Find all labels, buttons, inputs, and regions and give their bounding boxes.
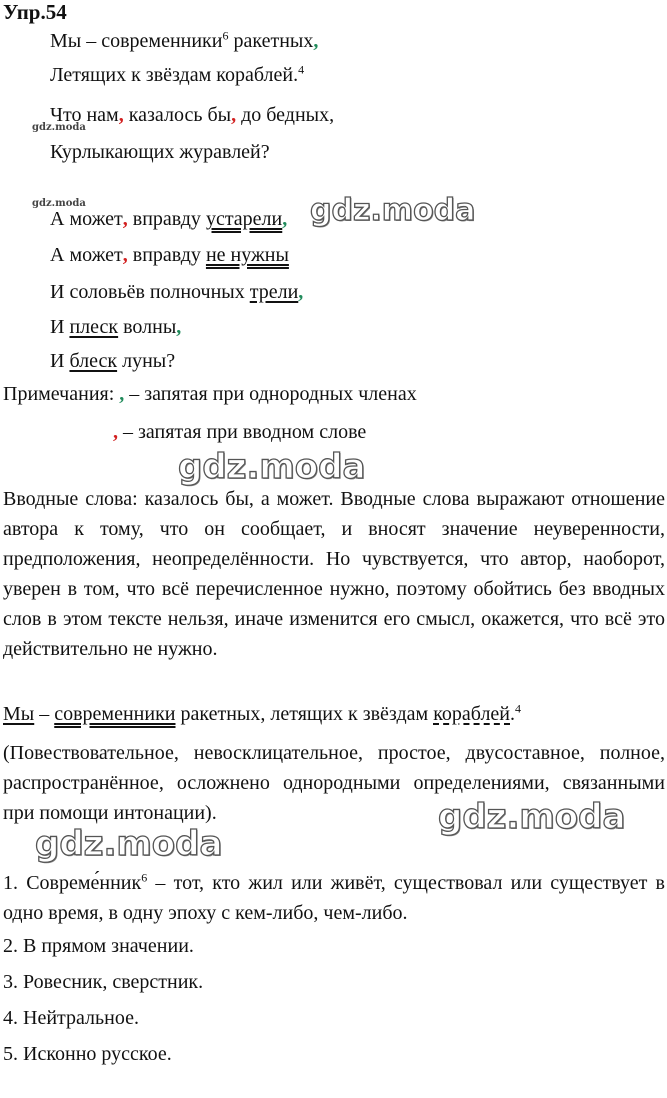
list-item: 4. Нейтральное. — [3, 1007, 139, 1029]
object: кораблей — [433, 703, 511, 725]
poem-line-6: А может, вправду не нужны — [50, 244, 289, 266]
list-item: 3. Ровесник, сверстник. — [3, 971, 204, 993]
parsed-sentence: Мы – современники ракетных, летящих к звёздам кораблей.$^4$ — [3, 701, 522, 725]
poem-line-4: Курлыкающих журавлей? — [50, 141, 270, 163]
poem-line-7: И соловьёв полночных трели, — [50, 281, 304, 303]
poem-line-3: Что нам, казалось бы, до бедных, — [50, 104, 335, 126]
watermark-small: gdz.moda — [32, 122, 86, 133]
predicate: современники — [54, 703, 176, 725]
notes-line-2: , – запятая при вводном слове — [113, 421, 367, 443]
poem-line-5: А может, вправду устарели, — [50, 208, 288, 230]
watermark: gdz.moda — [35, 824, 223, 864]
subject: Мы — [3, 703, 35, 725]
watermark: gdz.moda — [310, 193, 476, 228]
watermark: gdz.moda — [178, 447, 366, 487]
exercise-title: Упр.54 — [3, 0, 67, 24]
poem-line-1: Мы – современники$^6$ ракетных, — [50, 28, 319, 52]
sentence-characteristics: (Повествовательное, невосклицательное, простое, двусоставное, полное, распространённое, осложнено однородными определениями, связанными при помощи интонации). — [3, 742, 665, 824]
list-item: 1. Совреме́нник$^6$ – тот, кто жил или живёт, существовал или существует в одно время, в одну эпоху с кем-либо, чем-либо. — [3, 870, 665, 924]
list-item: 2. В прямом значении. — [3, 935, 194, 957]
poem-line-8: И плеск волны, — [50, 316, 182, 338]
watermark: gdz.moda — [438, 797, 626, 837]
notes-line-1: Примечания: , – запятая при однородных членах — [3, 383, 417, 405]
poem-line-2: Летящих к звёздам кораблей.$^4$ — [50, 62, 305, 86]
watermark-small: gdz.moda — [32, 198, 86, 209]
explanation-paragraph: Вводные слова: казалось бы, а может. Вводные слова выражают отношение автора к тому, что он сообщает, и вносят значение неуверенности, предположения, неопределённости. Но чувствуется, что автор, наоборот, уверен в том, что всё перечисленное нужно, поэтому обойтись без вводных слов в этом тексте нельзя, иначе изменится его смысл, окажется, что всё это действительно не нужно. — [3, 488, 665, 660]
poem-line-9: И блеск луны? — [50, 350, 176, 372]
list-item: 5. Исконно русское. — [3, 1043, 172, 1065]
